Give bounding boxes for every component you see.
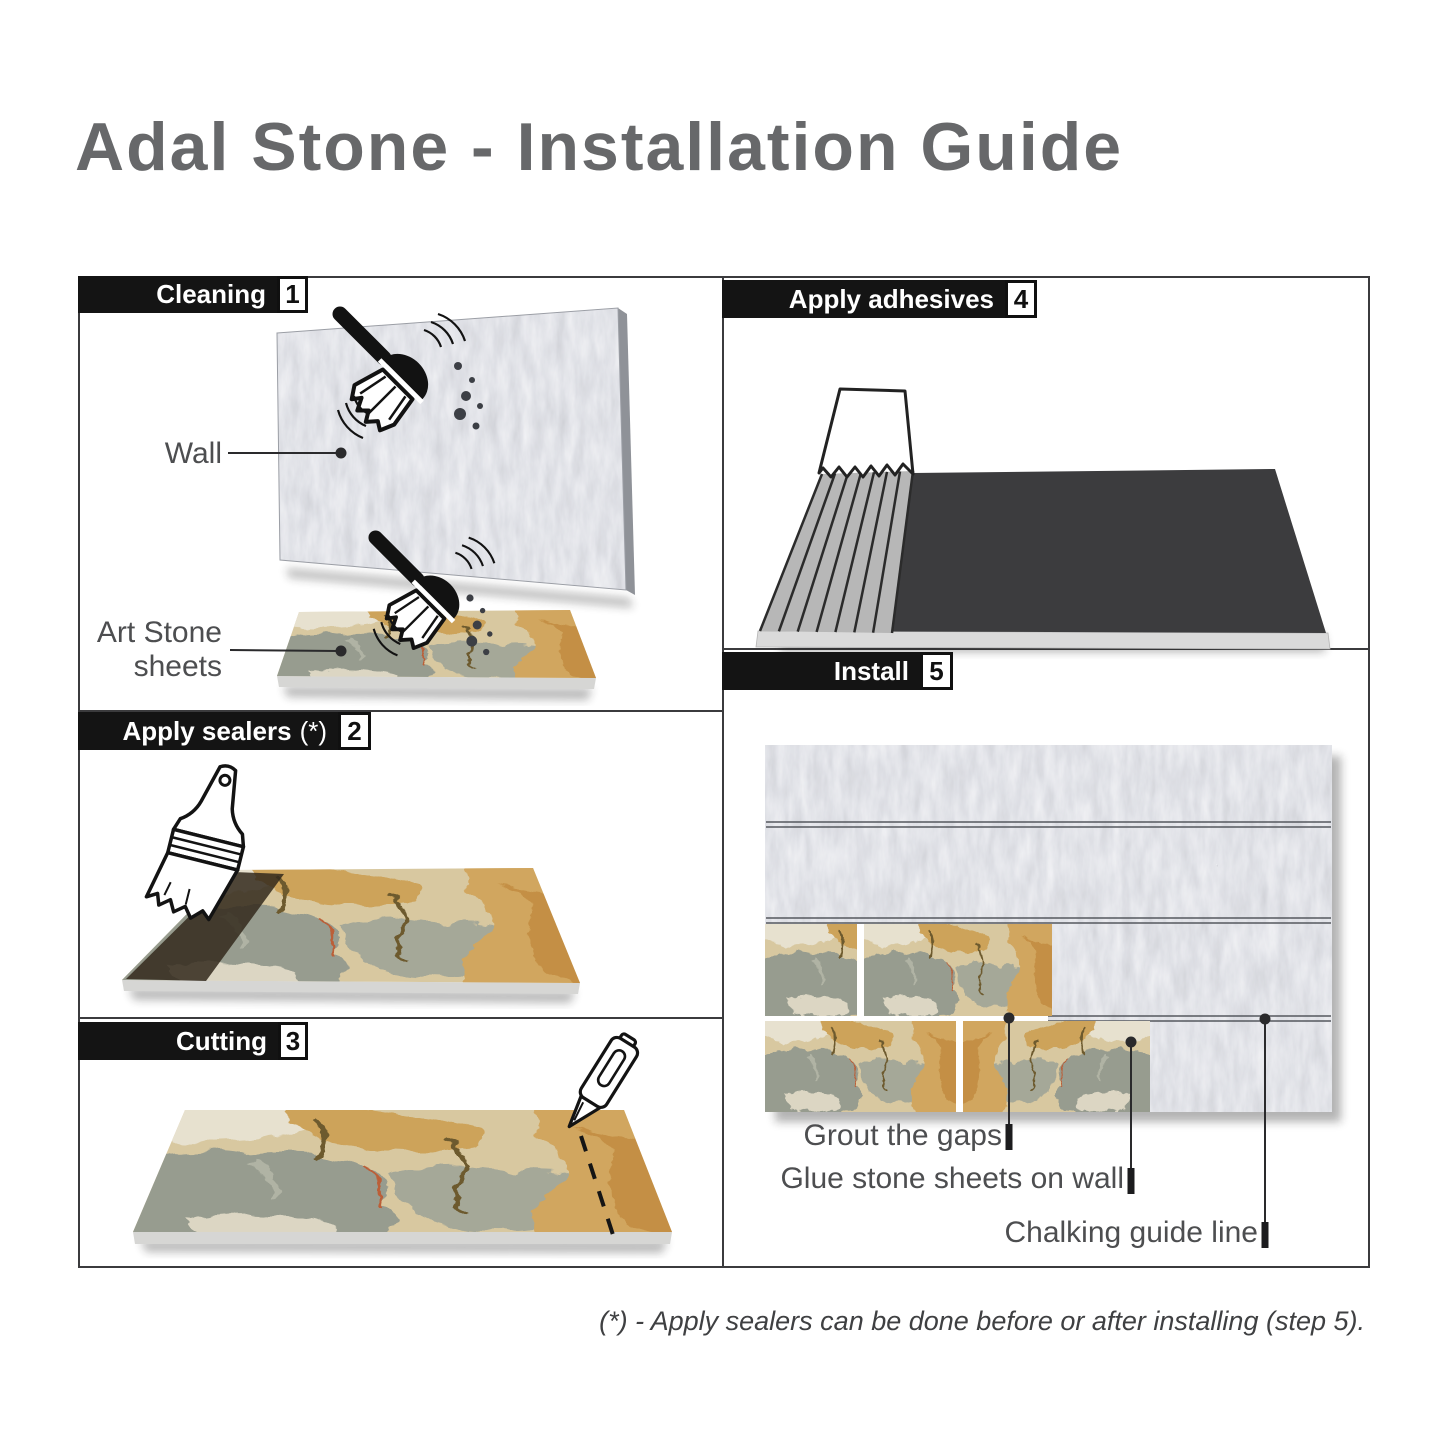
panel-header-install bbox=[722, 652, 953, 690]
installed-sheet bbox=[860, 918, 1062, 1025]
glue-callout-dot bbox=[1126, 1037, 1137, 1048]
header-text: Cutting bbox=[176, 1025, 267, 1056]
wall-label: Wall bbox=[164, 437, 222, 470]
header-note: (*) bbox=[299, 715, 327, 746]
grout-gap-vertical bbox=[857, 924, 864, 1016]
header-text: Apply adhesives bbox=[788, 283, 994, 314]
panel-header-label bbox=[78, 1022, 278, 1060]
panel-header-label bbox=[78, 712, 338, 750]
header-text: Cleaning bbox=[156, 279, 266, 309]
step-number-badge: 4 bbox=[1005, 280, 1037, 318]
step-number-badge: 5 bbox=[920, 652, 953, 690]
panel-header-sealers bbox=[78, 712, 371, 750]
cutting-illustration bbox=[121, 1030, 687, 1258]
chalk-callout-dot bbox=[1260, 1014, 1271, 1025]
sheet-callout-dot bbox=[336, 646, 347, 657]
panel-header-label bbox=[722, 280, 1005, 318]
sheet-base-edge bbox=[756, 631, 1330, 649]
sealers-illustration bbox=[112, 755, 595, 1003]
step-number-badge: 3 bbox=[278, 1022, 308, 1060]
header-text: Apply sealers bbox=[122, 715, 292, 746]
panel-header-cleaning bbox=[78, 276, 308, 313]
step-number-badge: 1 bbox=[277, 276, 308, 313]
installed-sheet bbox=[761, 1015, 968, 1120]
panel-header-cutting bbox=[78, 1022, 308, 1060]
grout-label: Grout the gaps bbox=[803, 1119, 1002, 1152]
grout-gap-vertical bbox=[956, 1021, 963, 1112]
step-number-badge: 2 bbox=[338, 712, 371, 750]
glue-label: Glue stone sheets on wall bbox=[780, 1162, 1124, 1195]
grout-callout-dot bbox=[1004, 1013, 1015, 1024]
cleaning-illustration bbox=[228, 295, 645, 700]
panel-header-label bbox=[722, 652, 920, 690]
sheet-edge bbox=[277, 676, 596, 689]
header-text: Install bbox=[833, 655, 909, 686]
adhesives-illustration bbox=[756, 389, 1330, 652]
panel-header-label bbox=[78, 276, 277, 313]
installed-sheet bbox=[952, 1015, 1154, 1120]
art-stone-sheets-label: Art Stone sheets bbox=[96, 616, 222, 683]
wall-callout-dot bbox=[336, 448, 347, 459]
chalk-label: Chalking guide line bbox=[1004, 1216, 1258, 1249]
page-title: Adal Stone - Installation Guide bbox=[75, 109, 1124, 185]
footnote: (*) - Apply sealers can be done before or after installing (step 5). bbox=[599, 1306, 1365, 1336]
trowel-icon bbox=[819, 389, 913, 477]
panel-header-adhesives bbox=[722, 280, 1037, 318]
sheet-edge bbox=[133, 1232, 672, 1244]
adhesive-combed-area bbox=[760, 471, 913, 633]
